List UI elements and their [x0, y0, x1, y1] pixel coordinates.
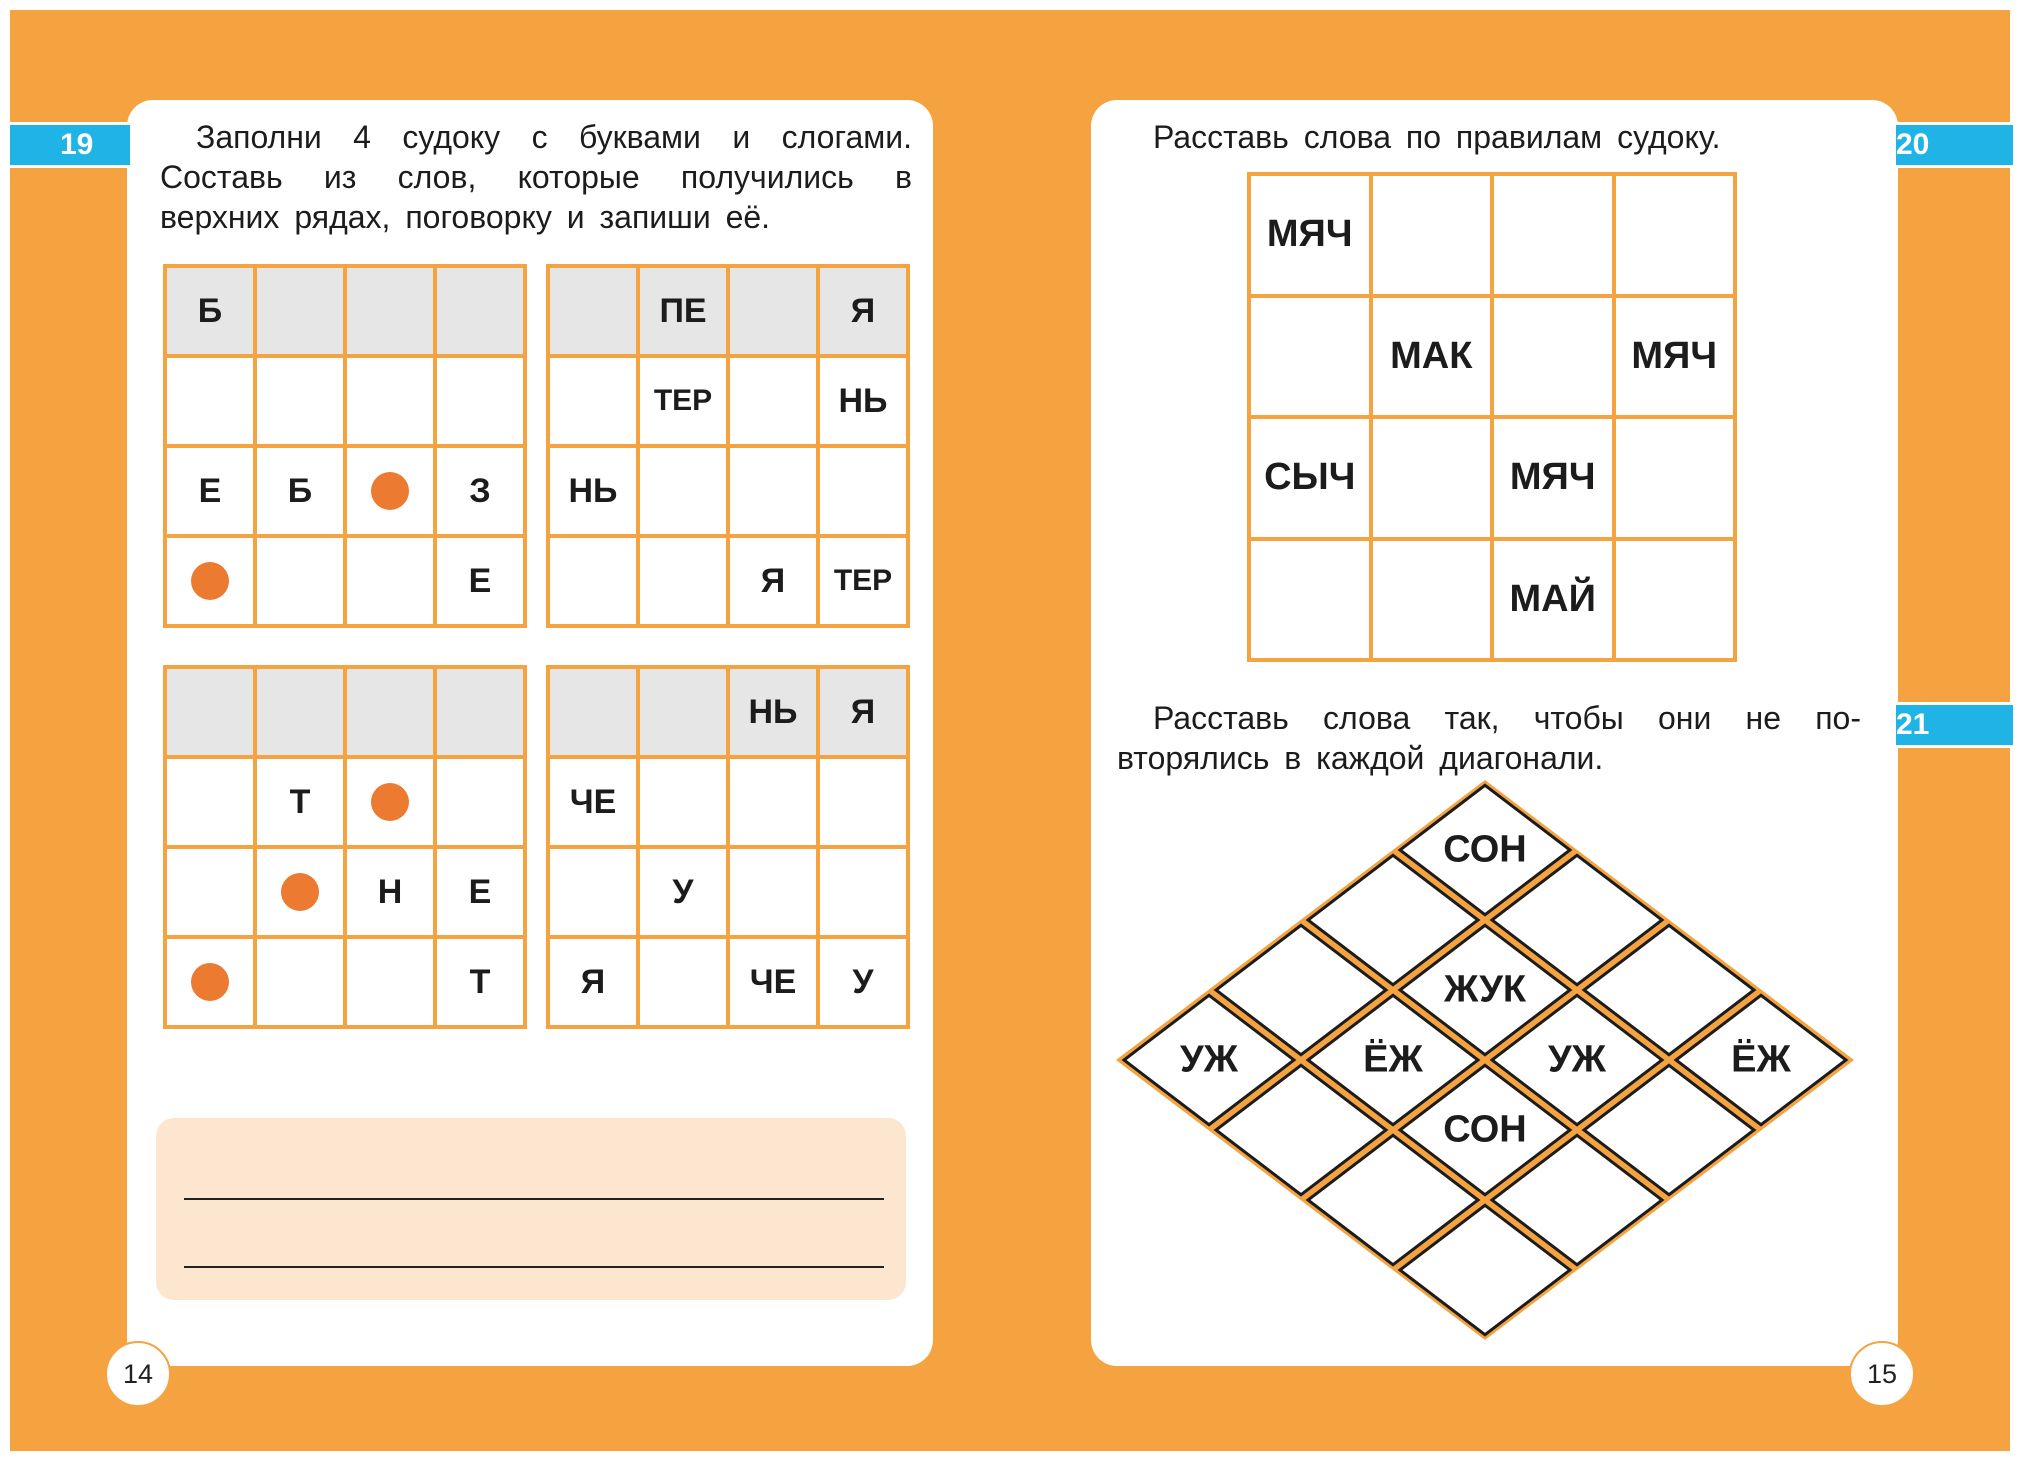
answer-line-1[interactable]: [184, 1198, 884, 1200]
sudoku-cell[interactable]: [820, 849, 906, 935]
sudoku-cell[interactable]: [820, 448, 906, 534]
word-grid-cell[interactable]: МАЙ: [1494, 541, 1612, 659]
instruction2-line-2: вторялись в каждой диагонали.: [1117, 740, 1604, 776]
sudoku-cell[interactable]: [347, 759, 433, 845]
diamond-cell-top: СОН: [1443, 828, 1527, 871]
instruction-line-2: Составь из слов, которые получились в: [160, 159, 912, 195]
word-sudoku-grid: [1247, 172, 1737, 662]
page-number-left: 14: [105, 1341, 171, 1407]
sudoku-cell[interactable]: [437, 268, 523, 354]
sudoku-cell[interactable]: ТЕР: [820, 538, 906, 624]
tab-21: 21: [1893, 702, 2013, 748]
word-grid-cell[interactable]: МЯЧ: [1251, 176, 1369, 294]
diamond-cell-mid-left: ЁЖ: [1363, 1038, 1423, 1081]
diamond-cell-below-center: СОН: [1443, 1108, 1527, 1151]
sudoku-cell[interactable]: [550, 849, 636, 935]
sudoku-cell[interactable]: Н: [347, 849, 433, 935]
sudoku-cell[interactable]: У: [820, 939, 906, 1025]
sudoku-cell[interactable]: ПЕ: [640, 268, 726, 354]
word-grid-cell[interactable]: [1494, 176, 1612, 294]
orange-dot-icon: [371, 783, 409, 821]
sudoku-cell[interactable]: Е: [437, 538, 523, 624]
sudoku-cell[interactable]: [640, 538, 726, 624]
word-grid-cell[interactable]: [1616, 541, 1734, 659]
sudoku-cell[interactable]: З: [437, 448, 523, 534]
word-grid-cell[interactable]: МАК: [1373, 298, 1491, 416]
sudoku-cell[interactable]: Б: [167, 268, 253, 354]
diamond-cell-mid-right: УЖ: [1548, 1038, 1606, 1081]
word-grid-cell[interactable]: [1494, 298, 1612, 416]
word-grid-cell[interactable]: [1373, 541, 1491, 659]
sudoku-cell[interactable]: Е: [167, 448, 253, 534]
sudoku-cell[interactable]: [347, 448, 433, 534]
sudoku-cell[interactable]: Я: [730, 538, 816, 624]
sudoku-grid-3: [163, 665, 527, 1029]
sudoku-cell[interactable]: Я: [550, 939, 636, 1025]
sudoku-cell[interactable]: [347, 538, 433, 624]
sudoku-cell[interactable]: [347, 939, 433, 1025]
word-grid-cell[interactable]: [1373, 419, 1491, 537]
diamond-cell-left: УЖ: [1180, 1038, 1238, 1081]
sudoku-cell[interactable]: [550, 538, 636, 624]
sudoku-cell[interactable]: [640, 448, 726, 534]
sudoku-cell[interactable]: [257, 538, 343, 624]
sudoku-cell[interactable]: [257, 939, 343, 1025]
tab-20: 20: [1893, 122, 2013, 168]
sudoku-cell[interactable]: [257, 669, 343, 755]
sudoku-cell[interactable]: [167, 939, 253, 1025]
word-grid-cell[interactable]: МЯЧ: [1616, 298, 1734, 416]
sudoku-cell[interactable]: Т: [437, 939, 523, 1025]
sudoku-cell[interactable]: У: [640, 849, 726, 935]
diamond-grid: [1113, 777, 1857, 1343]
word-grid-cell[interactable]: [1251, 541, 1369, 659]
sudoku-cell[interactable]: [257, 268, 343, 354]
orange-dot-icon: [191, 963, 229, 1001]
instruction-line-3: верхних рядах, поговорку и запиши её.: [160, 199, 771, 235]
sudoku-cell[interactable]: [167, 358, 253, 444]
sudoku-cell[interactable]: [820, 759, 906, 845]
sudoku-cell[interactable]: [437, 669, 523, 755]
sudoku-cell[interactable]: ТЕР: [640, 358, 726, 444]
sudoku-cell[interactable]: [437, 358, 523, 444]
word-grid-cell[interactable]: [1616, 176, 1734, 294]
tab-19: 19: [10, 122, 133, 168]
sudoku-cell[interactable]: [347, 268, 433, 354]
orange-dot-icon: [281, 873, 319, 911]
sudoku-cell[interactable]: [437, 759, 523, 845]
sudoku-cell[interactable]: [730, 358, 816, 444]
sudoku-cell[interactable]: [550, 358, 636, 444]
sudoku-grid-1: [163, 264, 527, 628]
sudoku-cell[interactable]: [167, 849, 253, 935]
sudoku-cell[interactable]: [640, 759, 726, 845]
right-instruction-2: [1117, 698, 1861, 778]
sudoku-cell[interactable]: Я: [820, 669, 906, 755]
sudoku-cell[interactable]: [730, 759, 816, 845]
word-grid-cell[interactable]: МЯЧ: [1494, 419, 1612, 537]
sudoku-cell[interactable]: ЧЕ: [730, 939, 816, 1025]
sudoku-cell[interactable]: Б: [257, 448, 343, 534]
sudoku-cell[interactable]: [257, 849, 343, 935]
sudoku-cell[interactable]: [640, 939, 726, 1025]
page-number-right: 15: [1849, 1341, 1915, 1407]
diamond-cell-right: ЁЖ: [1731, 1038, 1791, 1081]
sudoku-cell[interactable]: НЬ: [820, 358, 906, 444]
sudoku-cell[interactable]: [550, 268, 636, 354]
orange-dot-icon: [191, 562, 229, 600]
sudoku-cell[interactable]: НЬ: [550, 448, 636, 534]
word-grid-cell[interactable]: [1616, 419, 1734, 537]
sudoku-cell[interactable]: [640, 669, 726, 755]
sudoku-cell[interactable]: [167, 669, 253, 755]
instruction2-line-1: Расставь слова так, чтобы они не по-: [1153, 700, 1861, 736]
sudoku-cell[interactable]: [167, 538, 253, 624]
sudoku-cell[interactable]: НЬ: [730, 669, 816, 755]
sudoku-cell[interactable]: [257, 358, 343, 444]
sudoku-grid-4: [546, 665, 910, 1029]
sudoku-cell[interactable]: [347, 358, 433, 444]
sudoku-cell[interactable]: [730, 448, 816, 534]
sudoku-cell[interactable]: [347, 669, 433, 755]
sudoku-grid-2: [546, 264, 910, 628]
sudoku-cell[interactable]: Т: [257, 759, 343, 845]
word-grid-cell[interactable]: [1251, 298, 1369, 416]
sudoku-cell[interactable]: Я: [820, 268, 906, 354]
sudoku-cell[interactable]: [730, 268, 816, 354]
diamond-cell-center: ЖУК: [1443, 968, 1527, 1011]
sudoku-cell[interactable]: Е: [437, 849, 523, 935]
right-instruction-1: Расставь слова по правилам судоку.: [1153, 119, 1721, 155]
sudoku-cell[interactable]: [167, 759, 253, 845]
sudoku-cell[interactable]: [730, 849, 816, 935]
word-grid-cell[interactable]: [1373, 176, 1491, 294]
answer-box[interactable]: [156, 1118, 906, 1300]
word-grid-cell[interactable]: СЫЧ: [1251, 419, 1369, 537]
orange-dot-icon: [371, 472, 409, 510]
instruction-line-1: Заполни 4 судоку с буквами и слогами.: [196, 119, 912, 155]
sudoku-cell[interactable]: ЧЕ: [550, 759, 636, 845]
left-instruction: [160, 117, 912, 237]
answer-line-2[interactable]: [184, 1266, 884, 1268]
sudoku-cell[interactable]: [550, 669, 636, 755]
